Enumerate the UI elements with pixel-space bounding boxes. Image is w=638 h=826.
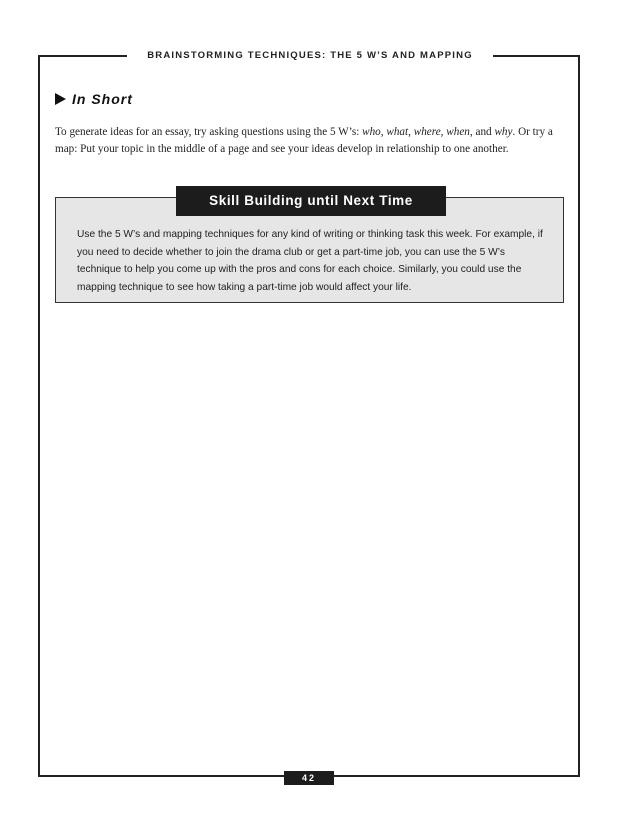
summary-term-why: why xyxy=(494,126,513,138)
in-short-summary xyxy=(55,124,570,158)
summary-term-when: when xyxy=(446,126,470,138)
in-short-heading xyxy=(55,91,133,107)
summary-term-what: what xyxy=(386,126,409,138)
summary-term-who: who xyxy=(362,126,381,138)
header-rule-right xyxy=(493,55,580,57)
page-frame xyxy=(38,55,580,777)
in-short-title: In Short xyxy=(72,91,133,107)
summary-separator: , xyxy=(380,126,387,138)
summary-text-end: . Or try a map: Put your topic in the middle of a page and see your ideas develop in relationship to one another. xyxy=(55,126,553,155)
summary-text-start: To generate ideas for an essay, try asking questions using the 5 W’s: xyxy=(55,126,363,138)
summary-separator: , xyxy=(408,126,414,138)
skill-building-body: Use the 5 W’s and mapping techniques for any kind of writing or thinking task this week. For example, if you need to decide whether to join the drama club or get a part-time job, you can use the 5 W’s technique to help you come up with the pros and cons for each choice. Similarly, you could use the mapping technique to see how taking a part-time job would affect your life. xyxy=(77,229,543,293)
skill-building-header: Skill Building until Next Time xyxy=(176,186,446,216)
summary-separator: , xyxy=(440,126,447,138)
triangle-bullet-icon xyxy=(55,93,66,105)
page-number: 42 xyxy=(284,771,334,785)
summary-term-where: where xyxy=(413,126,441,138)
header-rule-left xyxy=(38,55,127,57)
running-head: BRAINSTORMING TECHNIQUES: THE 5 W’S AND MAPPING xyxy=(147,50,473,61)
summary-separator: , and xyxy=(469,126,495,138)
